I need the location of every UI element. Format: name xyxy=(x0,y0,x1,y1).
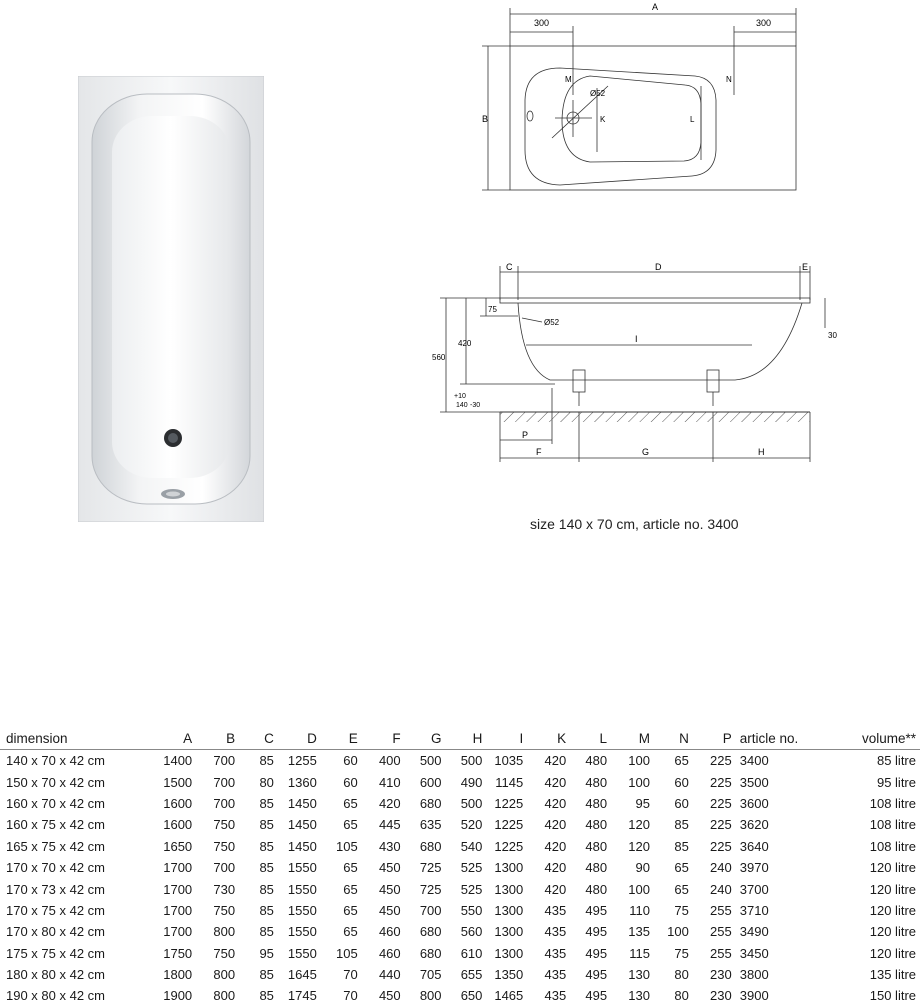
table-cell: 3700 xyxy=(739,881,769,897)
table-cell: 65 xyxy=(674,881,689,897)
table-cell: 108 litre xyxy=(869,838,916,854)
table-cell: 70 xyxy=(343,967,358,983)
table-cell: 655 xyxy=(460,967,483,983)
top-label-diameter: Ø52 xyxy=(590,89,606,98)
table-cell: 450 xyxy=(378,860,401,876)
table-header-cell: E xyxy=(317,728,358,750)
table-cell: 105 xyxy=(336,838,358,854)
table-cell: 85 xyxy=(259,924,274,940)
table-cell: 85 xyxy=(259,838,274,854)
top-label-300-left: 300 xyxy=(534,18,550,28)
table-cell: 255 xyxy=(710,924,732,940)
table-cell: 540 xyxy=(460,838,483,854)
table-cell: 85 xyxy=(259,817,274,833)
table-header-cell: A xyxy=(149,728,192,750)
table-cell: 180 x 80 x 42 cm xyxy=(6,967,105,983)
side-label-F: F xyxy=(536,447,542,457)
table-row xyxy=(0,878,920,899)
table-cell: 800 xyxy=(213,924,236,940)
table-cell: 700 xyxy=(419,902,442,918)
table-cell: 3800 xyxy=(739,967,769,983)
table-cell: 800 xyxy=(419,988,442,1004)
table-cell: 435 xyxy=(544,924,567,940)
table-cell: 100 xyxy=(628,774,650,790)
table-cell: 495 xyxy=(585,988,608,1004)
top-label-300-right: 300 xyxy=(756,18,772,28)
diagram-caption: size 140 x 70 cm, article no. 3400 xyxy=(530,516,739,532)
table-cell: 150 x 70 x 42 cm xyxy=(6,774,105,790)
table-cell: 65 xyxy=(343,860,358,876)
table-header-cell: G xyxy=(401,728,442,750)
table-cell: 430 xyxy=(378,838,401,854)
table-header-row xyxy=(0,728,920,750)
table-cell: 420 xyxy=(544,860,567,876)
table-cell: 495 xyxy=(585,924,608,940)
table-cell: 435 xyxy=(544,967,567,983)
table-cell: 1300 xyxy=(494,860,524,876)
table-cell: 610 xyxy=(460,945,483,961)
table-cell: 450 xyxy=(378,902,401,918)
table-cell: 1700 xyxy=(163,860,193,876)
table-cell: 3970 xyxy=(739,860,769,876)
table-cell: 1035 xyxy=(494,753,524,769)
side-label-diameter: Ø52 xyxy=(544,318,560,327)
top-label-M: M xyxy=(565,75,572,84)
table-cell: 1225 xyxy=(494,817,524,833)
table-header-cell: M xyxy=(607,728,650,750)
side-label-30: 30 xyxy=(828,331,837,340)
table-cell: 255 xyxy=(710,902,732,918)
table-cell: 1645 xyxy=(287,967,317,983)
table-cell: 560 xyxy=(460,924,483,940)
table-cell: 1600 xyxy=(163,795,193,811)
table-cell: 1700 xyxy=(163,902,193,918)
table-cell: 120 litre xyxy=(869,881,916,897)
table-cell: 480 xyxy=(585,753,608,769)
table-cell: 70 xyxy=(343,988,358,1004)
table-cell: 600 xyxy=(419,774,442,790)
table-row xyxy=(0,793,920,814)
table-cell: 85 xyxy=(674,838,689,854)
table-cell: 420 xyxy=(544,774,567,790)
top-view-diagram xyxy=(470,0,920,200)
table-cell: 525 xyxy=(460,860,483,876)
table-header-cell: P xyxy=(689,728,732,750)
table-header-cell: volume** xyxy=(844,728,920,750)
side-label-minus30: -30 xyxy=(470,402,481,409)
table-cell: 1800 xyxy=(163,967,193,983)
table-cell: 65 xyxy=(343,795,358,811)
table-cell: 1300 xyxy=(494,924,524,940)
table-cell: 95 xyxy=(635,795,650,811)
table-cell: 450 xyxy=(378,988,401,1004)
table-header-cell: C xyxy=(235,728,274,750)
side-label-D: D xyxy=(655,262,662,272)
side-label-G: G xyxy=(642,447,650,457)
table-cell: 495 xyxy=(585,902,608,918)
table-cell: 800 xyxy=(213,988,236,1004)
table-cell: 170 x 80 x 42 cm xyxy=(6,924,105,940)
table-cell: 130 xyxy=(628,988,650,1004)
table-cell: 725 xyxy=(419,860,442,876)
table-cell: 100 xyxy=(628,753,650,769)
table-header-cell: H xyxy=(442,728,483,750)
table-row xyxy=(0,836,920,857)
table-cell: 1400 xyxy=(163,753,193,769)
side-label-plus10: +10 xyxy=(454,393,466,400)
table-cell: 680 xyxy=(419,945,442,961)
table-cell: 700 xyxy=(213,774,236,790)
table-cell: 700 xyxy=(213,860,236,876)
table-cell: 3400 xyxy=(739,753,769,769)
table-cell: 165 x 75 x 42 cm xyxy=(6,838,105,854)
table-row xyxy=(0,814,920,835)
table-cell: 750 xyxy=(213,817,236,833)
table-cell: 1500 xyxy=(163,774,193,790)
table-cell: 1300 xyxy=(494,881,524,897)
table-cell: 230 xyxy=(710,988,732,1004)
table-cell: 490 xyxy=(460,774,483,790)
table-cell: 700 xyxy=(213,795,236,811)
table-cell: 1745 xyxy=(287,988,317,1004)
table-cell: 1650 xyxy=(163,838,193,854)
table-cell: 750 xyxy=(213,902,236,918)
table-cell: 550 xyxy=(460,902,483,918)
table-header-cell: N xyxy=(650,728,689,750)
table-cell: 480 xyxy=(585,860,608,876)
top-label-N: N xyxy=(726,75,732,84)
table-cell: 75 xyxy=(674,902,689,918)
table-cell: 140 x 70 x 42 cm xyxy=(6,753,105,769)
table-cell: 190 x 80 x 42 cm xyxy=(6,988,105,1004)
table-cell: 85 xyxy=(259,967,274,983)
table-cell: 85 xyxy=(259,753,274,769)
table-cell: 85 xyxy=(259,988,274,1004)
table-cell: 500 xyxy=(460,753,483,769)
table-cell: 500 xyxy=(460,795,483,811)
table-cell: 135 litre xyxy=(869,967,916,983)
table-cell: 120 litre xyxy=(869,902,916,918)
table-cell: 1550 xyxy=(287,924,317,940)
table-cell: 160 x 70 x 42 cm xyxy=(6,795,105,811)
table-cell: 65 xyxy=(343,817,358,833)
table-cell: 435 xyxy=(544,945,567,961)
table-header-cell: dimension xyxy=(0,728,149,750)
table-cell: 480 xyxy=(585,795,608,811)
table-header-cell: B xyxy=(192,728,235,750)
side-label-E: E xyxy=(802,262,809,272)
table-cell: 420 xyxy=(544,838,567,854)
table-cell: 120 xyxy=(628,838,650,854)
table-cell: 95 litre xyxy=(876,774,916,790)
table-cell: 1225 xyxy=(494,838,524,854)
table-cell: 460 xyxy=(378,945,401,961)
table-cell: 3900 xyxy=(739,988,769,1004)
table-cell: 255 xyxy=(710,945,732,961)
table-cell: 85 xyxy=(259,902,274,918)
table-cell: 680 xyxy=(419,924,442,940)
table-cell: 525 xyxy=(460,881,483,897)
table-cell: 460 xyxy=(378,924,401,940)
table-cell: 60 xyxy=(674,795,689,811)
table-cell: 750 xyxy=(213,945,236,961)
table-cell: 110 xyxy=(629,902,650,918)
table-cell: 65 xyxy=(343,924,358,940)
table-cell: 3620 xyxy=(739,817,769,833)
table-cell: 520 xyxy=(460,817,483,833)
table-cell: 75 xyxy=(674,945,689,961)
bathtub-photo xyxy=(78,76,264,522)
table-cell: 1550 xyxy=(287,945,317,961)
table-header-cell: K xyxy=(523,728,566,750)
table-cell: 420 xyxy=(544,881,567,897)
table-row xyxy=(0,921,920,942)
table-cell: 1350 xyxy=(494,967,524,983)
table-cell: 680 xyxy=(419,795,442,811)
table-cell: 105 xyxy=(336,945,358,961)
table-cell: 1450 xyxy=(287,795,317,811)
table-cell: 635 xyxy=(419,817,442,833)
table-cell: 65 xyxy=(343,902,358,918)
table-cell: 1300 xyxy=(494,902,524,918)
table-cell: 495 xyxy=(585,967,608,983)
table-cell: 730 xyxy=(213,881,236,897)
table-cell: 400 xyxy=(378,753,401,769)
side-label-I: I xyxy=(635,334,638,344)
table-cell: 480 xyxy=(585,838,608,854)
side-label-420: 420 xyxy=(458,339,472,348)
table-cell: 725 xyxy=(419,881,442,897)
table-cell: 1550 xyxy=(287,902,317,918)
table-cell: 80 xyxy=(259,774,274,790)
table-cell: 440 xyxy=(378,967,401,983)
table-header-cell: article no. xyxy=(732,728,844,750)
table-cell: 120 xyxy=(628,817,650,833)
table-cell: 410 xyxy=(378,774,401,790)
table-cell: 420 xyxy=(544,753,567,769)
table-cell: 130 xyxy=(628,967,650,983)
table-cell: 480 xyxy=(585,774,608,790)
table-cell: 225 xyxy=(710,795,732,811)
table-cell: 680 xyxy=(419,838,442,854)
table-row xyxy=(0,985,920,1006)
table-cell: 120 litre xyxy=(869,945,916,961)
table-cell: 1450 xyxy=(287,838,317,854)
table-header-cell: F xyxy=(358,728,401,750)
table-cell: 108 litre xyxy=(869,795,916,811)
table-cell: 3640 xyxy=(739,838,769,854)
table-cell: 750 xyxy=(213,838,236,854)
table-cell: 420 xyxy=(378,795,401,811)
table-cell: 240 xyxy=(710,881,732,897)
table-cell: 85 xyxy=(259,881,274,897)
table-cell: 160 x 75 x 42 cm xyxy=(6,817,105,833)
table-cell: 500 xyxy=(419,753,442,769)
top-label-K: K xyxy=(600,115,606,124)
table-cell: 120 litre xyxy=(869,860,916,876)
top-label-B: B xyxy=(482,114,489,124)
top-label-L: L xyxy=(690,115,695,124)
table-cell: 170 x 75 x 42 cm xyxy=(6,902,105,918)
table-cell: 1600 xyxy=(163,817,193,833)
table-cell: 1550 xyxy=(287,860,317,876)
table-cell: 240 xyxy=(710,860,732,876)
table-body xyxy=(0,750,920,1007)
table-cell: 3500 xyxy=(739,774,769,790)
table-cell: 650 xyxy=(460,988,483,1004)
table-cell: 800 xyxy=(213,967,236,983)
table-cell: 60 xyxy=(674,774,689,790)
side-view-diagram xyxy=(430,258,920,468)
table-cell: 1360 xyxy=(287,774,317,790)
table-cell: 495 xyxy=(585,945,608,961)
table-cell: 60 xyxy=(343,753,358,769)
table-row xyxy=(0,900,920,921)
table-cell: 225 xyxy=(710,817,732,833)
table-cell: 3600 xyxy=(739,795,769,811)
table-cell: 60 xyxy=(343,774,358,790)
table-cell: 3450 xyxy=(739,945,769,961)
table-cell: 1465 xyxy=(494,988,524,1004)
table-cell: 480 xyxy=(585,881,608,897)
table-cell: 225 xyxy=(710,753,732,769)
table-cell: 225 xyxy=(710,774,732,790)
table-cell: 85 xyxy=(259,795,274,811)
side-label-H: H xyxy=(758,447,765,457)
table-cell: 450 xyxy=(378,881,401,897)
table-cell: 1900 xyxy=(163,988,193,1004)
table-cell: 80 xyxy=(674,988,689,1004)
table-cell: 420 xyxy=(544,795,567,811)
table-row xyxy=(0,750,920,772)
table-header-cell: L xyxy=(566,728,607,750)
top-label-A: A xyxy=(652,2,659,12)
table-cell: 115 xyxy=(629,945,650,961)
table-cell: 85 xyxy=(674,817,689,833)
table-row xyxy=(0,857,920,878)
table-cell: 1750 xyxy=(163,945,193,961)
table-row xyxy=(0,964,920,985)
table-cell: 1450 xyxy=(287,817,317,833)
side-label-140: 140 xyxy=(456,402,468,409)
table-cell: 65 xyxy=(674,753,689,769)
table-row xyxy=(0,771,920,792)
table-cell: 65 xyxy=(674,860,689,876)
table-cell: 225 xyxy=(710,838,732,854)
side-label-75: 75 xyxy=(488,305,497,314)
table-cell: 1225 xyxy=(494,795,524,811)
table-cell: 150 litre xyxy=(869,988,916,1004)
table-cell: 3710 xyxy=(739,902,769,918)
table-cell: 108 litre xyxy=(869,817,916,833)
table-cell: 435 xyxy=(544,988,567,1004)
table-row xyxy=(0,943,920,964)
table-cell: 1145 xyxy=(495,774,524,790)
table-cell: 85 litre xyxy=(876,753,916,769)
table-cell: 445 xyxy=(378,817,401,833)
table-cell: 230 xyxy=(710,967,732,983)
table-cell: 95 xyxy=(259,945,274,961)
table-cell: 170 x 70 x 42 cm xyxy=(6,860,105,876)
table-cell: 700 xyxy=(213,753,236,769)
table-cell: 170 x 73 x 42 cm xyxy=(6,881,105,897)
table-cell: 1550 xyxy=(287,881,317,897)
table-cell: 480 xyxy=(585,817,608,833)
table-cell: 175 x 75 x 42 cm xyxy=(6,945,105,961)
side-label-C: C xyxy=(506,262,513,272)
table-cell: 705 xyxy=(419,967,442,983)
side-label-560: 560 xyxy=(432,353,446,362)
table-cell: 65 xyxy=(343,881,358,897)
table-cell: 85 xyxy=(259,860,274,876)
table-cell: 1700 xyxy=(163,924,193,940)
table-cell: 3490 xyxy=(739,924,769,940)
table-cell: 120 litre xyxy=(869,924,916,940)
table-cell: 1300 xyxy=(494,945,524,961)
table-cell: 435 xyxy=(544,902,567,918)
table-cell: 100 xyxy=(667,924,689,940)
table-cell: 1700 xyxy=(163,881,193,897)
table-cell: 135 xyxy=(628,924,650,940)
table-cell: 80 xyxy=(674,967,689,983)
table-header-cell: I xyxy=(482,728,523,750)
table-cell: 420 xyxy=(544,817,567,833)
side-label-P: P xyxy=(522,430,529,440)
dimensions-table xyxy=(0,728,920,1007)
table-cell: 90 xyxy=(635,860,650,876)
table-header-cell: D xyxy=(274,728,317,750)
table-cell: 1255 xyxy=(287,753,317,769)
table-cell: 100 xyxy=(628,881,650,897)
